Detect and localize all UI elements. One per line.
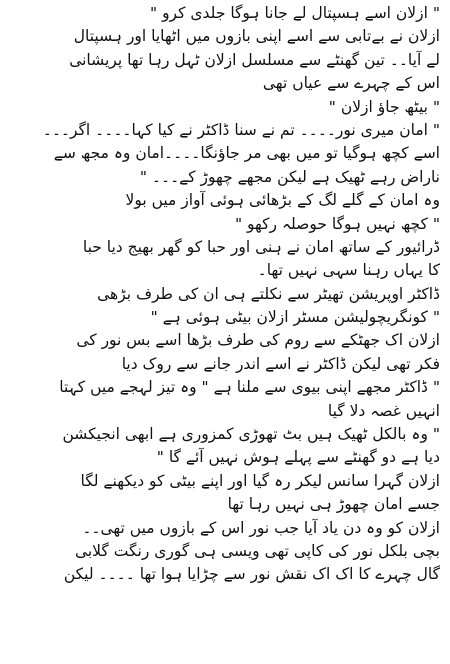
text-line: " کچھ نہیں ہوگا حوصلہ رکھو " xyxy=(234,214,440,233)
text-line: دیا ہے دو گھنٹے سے پہلے ہوش نہیں آئے گا " xyxy=(156,448,440,467)
text-line: " ڈاکٹر مجھے اپنی بیوی سے ملنا ہے " وہ تیز لہجے میں کہتا xyxy=(59,378,440,397)
text-line: ازلان کو وہ دن یاد آیا جب نور اس کے بازوں میں تھی۔۔ xyxy=(82,518,440,537)
text-line: " وہ بالکل ٹھیک ہیں بٹ تھوڑی کمزوری ہے ابھی انجیکشن xyxy=(62,425,440,444)
text-line: انہیں غصہ دلا گیا xyxy=(327,401,440,420)
text-line: ازلان نے بےتابی سے اسے اپنی بازوں میں اٹھایا اور ہسپتال xyxy=(73,27,440,46)
text-line: اسے کچھ ہوگیا تو میں بھی مر جاؤنگا۔۔۔۔امان وہ مجھ سے xyxy=(53,144,440,163)
text-line: اس کے چہرے سے عیاں تھی xyxy=(262,74,440,93)
text-line: کا یہاں رہنا سہی نہیں تھا۔ xyxy=(257,261,440,280)
text-line: " امان میری نور۔۔۔۔ تم نے سنا ڈاکٹر نے کیا کہا۔۔۔۔ اگر۔۔۔ xyxy=(42,120,440,139)
text-line: " بیٹھ جاؤ ازلان " xyxy=(328,97,440,116)
text-line: لے آیا۔۔ تین گھنٹے سے مسلسل ازلان ٹہل رہا تھا پریشانی xyxy=(69,50,440,69)
text-line: جسے امان چھوڑ ہی نہیں رہا تھا xyxy=(227,495,440,514)
text-line: ڈرائیور کے ساتھ امان نے ہنی اور حبا کو گھر بھیج دیا حبا xyxy=(82,237,440,256)
text-line: گال چہرے کا اک اک نقش نور سے چڑایا ہوا تھا ۔۔۔۔ لیکن xyxy=(63,565,440,584)
text-line: ازلان گہرا سانس لیکر رہ گیا اور اپنے بیٹی کو دیکھنے لگا xyxy=(80,471,440,490)
text-line: " کونگریچولیشن مسٹر ازلان بیٹی ہوئی ہے " xyxy=(150,308,440,327)
text-line: " ازلان اسے ہسپتال لے جانا ہوگا جلدی کرو " xyxy=(150,4,440,22)
text-line: بچی بلکل نور کی کاپی تھی ویسی ہی گوری رنگت گلابی xyxy=(74,541,440,560)
text-line: وہ امان کے گلے لگ کے بڑھائی ہوئی آواز میں بولا xyxy=(125,191,440,210)
text-line: ناراض رہے ٹھیک ہے لیکن مجھے چھوڑ کے۔۔۔ " xyxy=(139,167,440,186)
text-line: ازلان اک جھٹکے سے روم کی طرف بڑھا اسے بس نور کی xyxy=(76,331,440,350)
text-line: فکر تھی لیکن ڈاکٹر نے اسے اندر جانے سے روک دیا xyxy=(121,354,440,373)
text-line: ڈاکٹر اوپریشن تھیٹر سے نکلتے ہی ان کی طرف بڑھی xyxy=(97,284,440,303)
